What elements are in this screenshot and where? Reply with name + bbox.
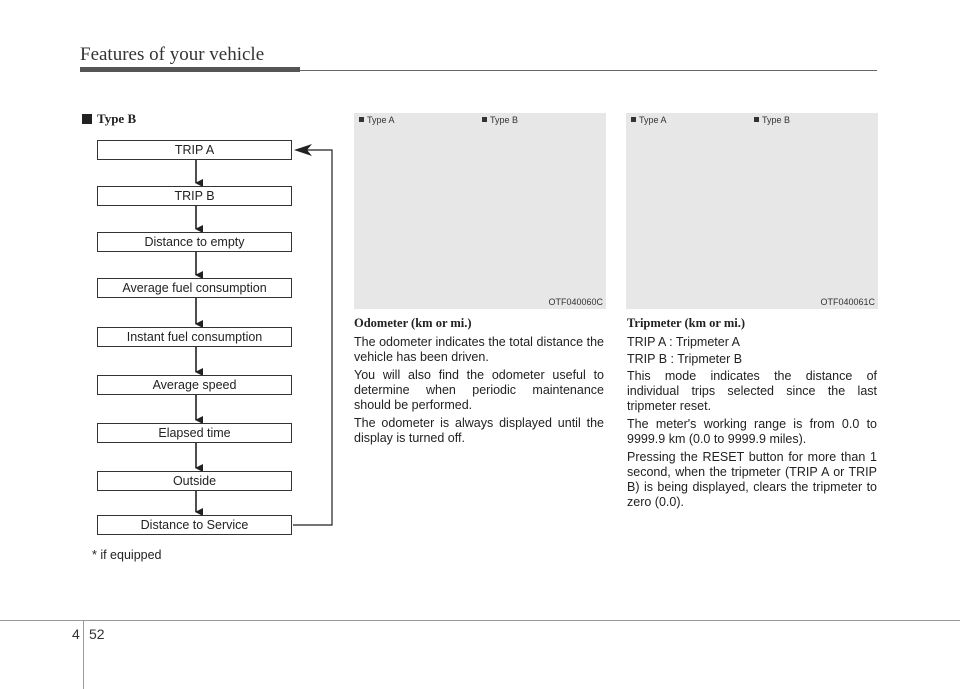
odometer-paragraph: The odometer is always displayed until the display is turned off. <box>354 416 604 445</box>
flow-return-line <box>293 150 332 525</box>
odometer-paragraph: The odometer indicates the total distance the vehicle has been driven. <box>354 335 604 364</box>
square-bullet-icon <box>631 117 636 122</box>
figure-type-b-text: Type B <box>762 115 791 125</box>
flow-box-distance-to-empty: Distance to empty <box>97 232 292 252</box>
tripmeter-paragraph: This mode indicates the distance of individual trips selected since the last tripmeter reset. <box>627 369 877 413</box>
square-bullet-icon <box>482 117 487 122</box>
figure-type-a-label <box>359 115 395 125</box>
chapter-number: 4 <box>72 626 80 642</box>
flow-box-outside: Outside <box>97 471 292 491</box>
flow-box-elapsed-time: Elapsed time <box>97 423 292 443</box>
figure-type-a-text: Type A <box>367 115 395 125</box>
figure-type-b-label <box>754 115 790 125</box>
figure-odometer <box>354 113 606 309</box>
square-bullet-icon <box>754 117 759 122</box>
odometer-section <box>354 316 604 449</box>
figure-type-a-label <box>631 115 667 125</box>
figure-code: OTF040061C <box>820 297 875 307</box>
flow-box-average-fuel-consumption: Average fuel consumption <box>97 278 292 298</box>
footnote: * if equipped <box>92 548 162 562</box>
odometer-heading: Odometer (km or mi.) <box>354 316 472 330</box>
section-label-text: Type B <box>97 111 137 126</box>
flow-box-trip-a: TRIP A <box>97 140 292 160</box>
figure-type-b-text: Type B <box>490 115 519 125</box>
tripmeter-paragraph: Pressing the RESET button for more than 1 second, when the tripmeter (TRIP A or TRIP B) is being displayed, clears the tripmeter to zero (0.0). <box>627 450 877 509</box>
tripmeter-paragraph: The meter's working range is from 0.0 to 9999.9 km (0.0 to 9999.9 miles). <box>627 417 877 446</box>
odometer-paragraph: You will also find the odometer useful to determine when periodic maintenance should be performed. <box>354 368 604 412</box>
page-number: 52 <box>89 626 105 642</box>
square-bullet-icon <box>359 117 364 122</box>
tripmeter-section <box>627 316 877 513</box>
tripmeter-line-trip-a: TRIP A : Tripmeter A <box>627 335 741 349</box>
figure-type-b-label <box>482 115 518 125</box>
flow-box-distance-to-service: Distance to Service <box>97 515 292 535</box>
footer-rule <box>0 620 960 621</box>
footer-divider <box>83 620 84 689</box>
page-header-title: Features of your vehicle <box>80 44 265 65</box>
flow-box-average-speed: Average speed <box>97 375 292 395</box>
figure-code: OTF040060C <box>548 297 603 307</box>
tripmeter-line-trip-b: TRIP B : Tripmeter B <box>627 352 743 366</box>
tripmeter-heading: Tripmeter (km or mi.) <box>627 316 746 330</box>
figure-type-a-text: Type A <box>639 115 667 125</box>
flow-box-instant-fuel-consumption: Instant fuel consumption <box>97 327 292 347</box>
flow-box-trip-b: TRIP B <box>97 186 292 206</box>
figure-tripmeter <box>626 113 878 309</box>
